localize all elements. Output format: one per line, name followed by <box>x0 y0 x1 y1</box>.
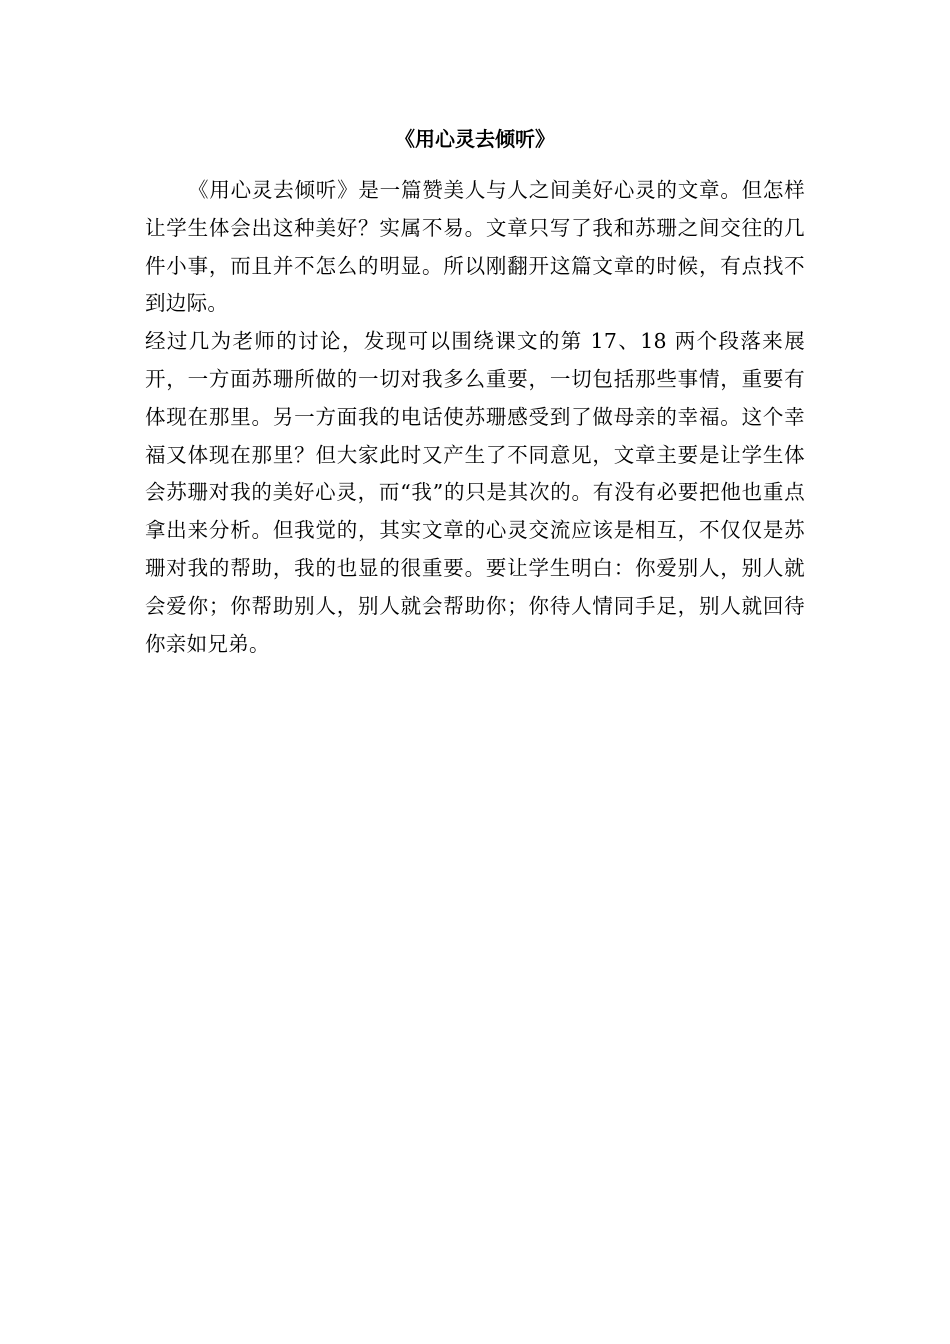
paragraph-2: 经过几为老师的讨论，发现可以围绕课文的第 17、18 两个段落来展开，一方面苏珊所做的一切对我多么重要，一切包括那些事情，重要有体现在那里。另一方面我的电话使苏珊感受到了做母亲的幸福。这个幸福又体现在那里？但大家此时又产生了不同意见，文章主要是让学生体会苏珊对我的美好心灵，而“我”的只是其次的。有没有必要把他也重点拿出来分析。但我觉的，其实文章的心灵交流应该是相互，不仅仅是苏珊对我的帮助，我的也显的很重要。要让学生明白：你爱别人，别人就会爱你；你帮助别人，别人就会帮助你；你待人情同手足，别人就回待你亲如兄弟。 <box>145 329 805 656</box>
document-title: 《用心灵去倾听》 <box>395 127 555 151</box>
document-body <box>145 172 805 663</box>
paragraph-1: 《用心灵去倾听》是一篇赞美人与人之间美好心灵的文章。但怎样让学生体会出这种美好？实属不易。文章只写了我和苏珊之间交往的几件小事，而且并不怎么的明显。所以刚翻开这篇文章的时候，有点找不到边际。 <box>145 178 805 316</box>
